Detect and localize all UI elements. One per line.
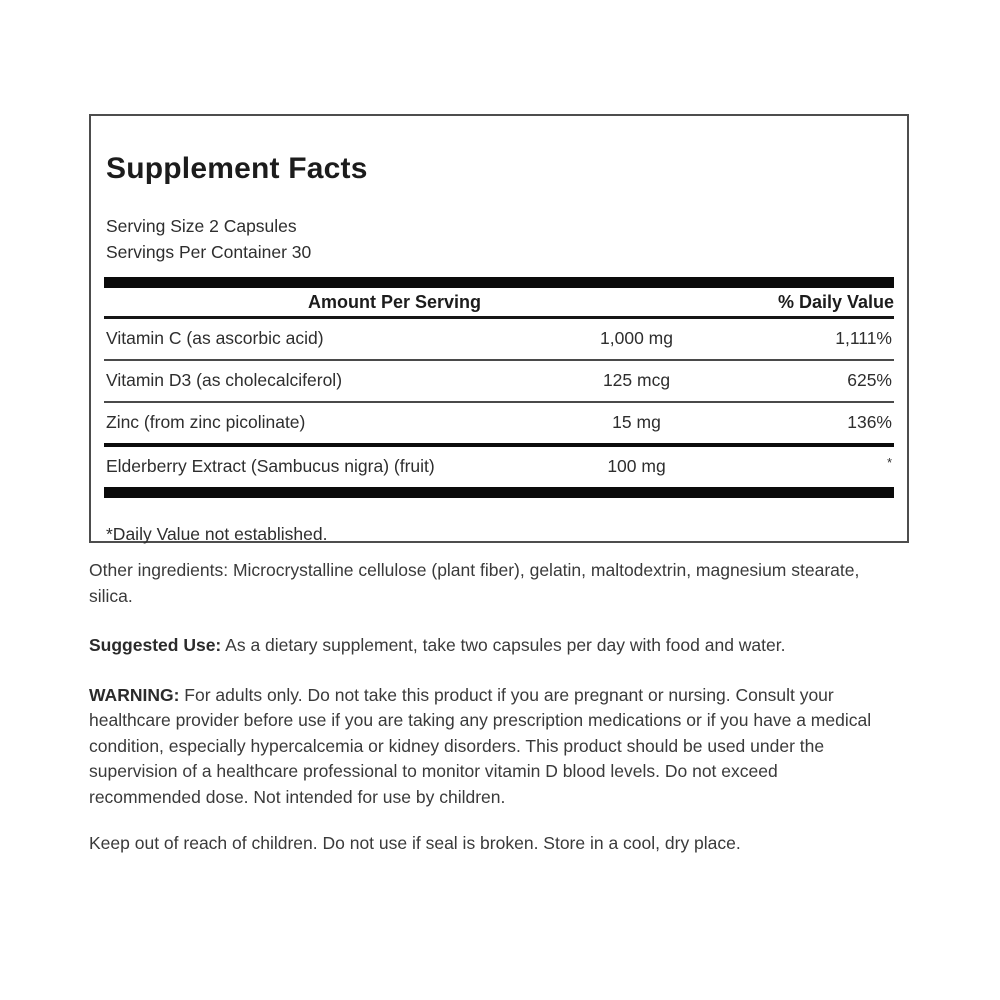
nutrient-daily-value-asterisk: * bbox=[886, 455, 892, 470]
nutrient-amount: 15 mg bbox=[612, 412, 661, 432]
nutrient-name: Vitamin D3 (as cholecalciferol) bbox=[106, 370, 343, 390]
table-header bbox=[104, 288, 894, 319]
serving-size: Serving Size 2 Capsules bbox=[106, 216, 297, 236]
supplement-facts-panel bbox=[89, 114, 909, 543]
header-amount-per-serving: Amount Per Serving bbox=[307, 292, 482, 312]
nutrient-row-zinc bbox=[104, 403, 894, 447]
servings-per-container: Servings Per Container 30 bbox=[106, 242, 312, 262]
daily-value-footnote: *Daily Value not established. bbox=[106, 524, 328, 544]
nutrient-amount: 100 mg bbox=[607, 456, 666, 476]
label-info-text bbox=[89, 558, 881, 881]
storage-text: Keep out of reach of children. Do not use if seal is broken. Store in a cool, dry place. bbox=[89, 833, 741, 853]
other-ingredients-paragraph bbox=[89, 558, 881, 609]
suggested-use-paragraph bbox=[89, 633, 881, 659]
nutrient-daily-value: 136% bbox=[847, 412, 892, 432]
nutrient-name: Vitamin C (as ascorbic acid) bbox=[106, 328, 324, 348]
nutrient-row-vitamin-c bbox=[104, 319, 894, 361]
storage-paragraph bbox=[89, 831, 881, 857]
suggested-use-text: As a dietary supplement, take two capsules per day with food and water. bbox=[225, 635, 786, 655]
warning-text: For adults only. Do not take this product if you are pregnant or nursing. Consult your healthcare provider before use if you are taking any prescription medications or if you have a medical condition, especially hypercalcemia or kidney disorders. This product should be used under the supervision of a healthcare professional to monitor vitamin D blood levels. Do not exceed recommended dose. Not intended for use by children. bbox=[89, 684, 872, 807]
other-ingredients-text: Other ingredients: Microcrystalline cellulose (plant fiber), gelatin, maltodextrin, magnesium stearate, silica. bbox=[89, 560, 860, 606]
nutrient-amount: 125 mcg bbox=[602, 370, 671, 390]
nutrient-amount: 1,000 mg bbox=[600, 328, 673, 348]
header-daily-value: % Daily Value bbox=[777, 292, 894, 312]
thick-bar-bottom bbox=[104, 487, 894, 498]
warning-label: WARNING: bbox=[89, 684, 180, 705]
suggested-use-label: Suggested Use: bbox=[89, 635, 222, 655]
nutrient-row-elderberry bbox=[104, 447, 894, 487]
nutrient-name: Elderberry Extract (Sambucus nigra) (fruit) bbox=[106, 456, 435, 476]
nutrient-row-vitamin-d3 bbox=[104, 361, 894, 403]
nutrient-daily-value: 625% bbox=[847, 370, 892, 390]
facts-title: Supplement Facts bbox=[106, 152, 368, 185]
nutrient-daily-value: 1,111% bbox=[835, 328, 892, 348]
nutrient-name: Zinc (from zinc picolinate) bbox=[106, 412, 306, 432]
thick-bar-top bbox=[104, 277, 894, 288]
serving-info bbox=[106, 213, 894, 265]
warning-paragraph bbox=[89, 683, 881, 811]
